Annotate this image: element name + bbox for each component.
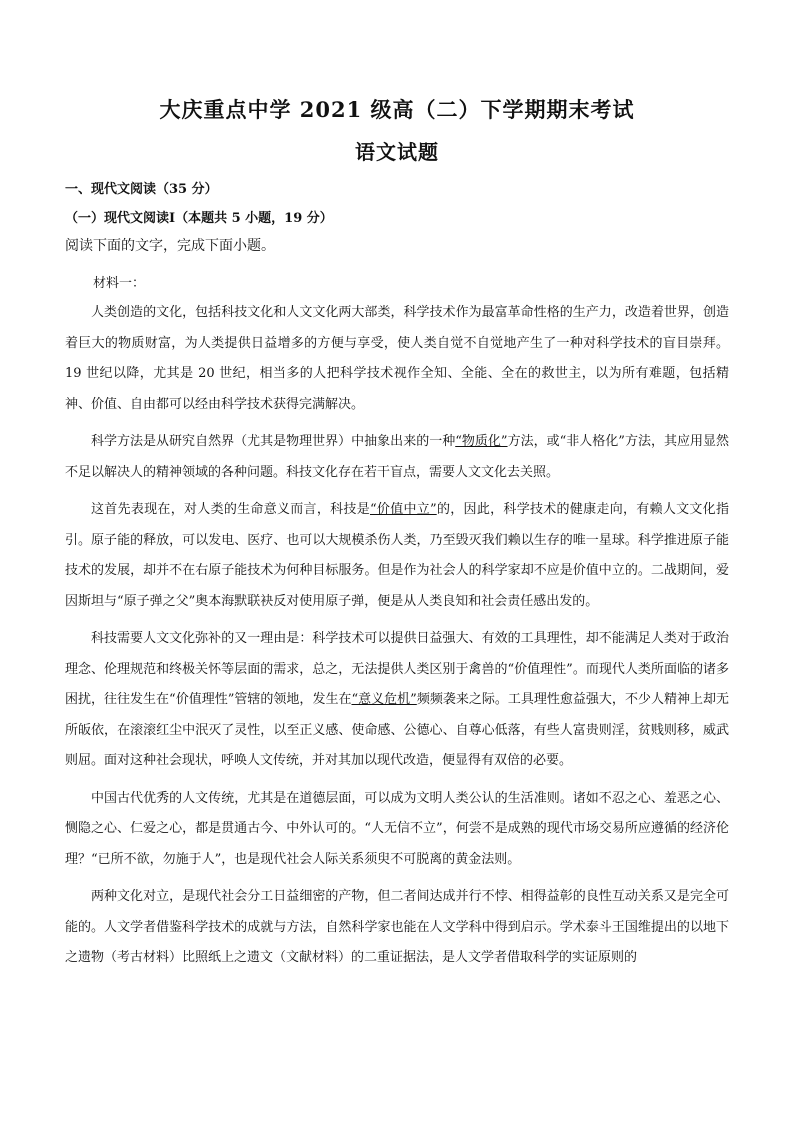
paragraph-2-part-a: 科学方法是从研究自然界（尤其是物理世界）中抽象出来的一种 (91, 434, 456, 449)
paragraph-3 (65, 495, 729, 617)
underlined-term-meaning-crisis: “意义危机” (351, 692, 417, 707)
page-subtitle: 语文试题 (355, 140, 439, 164)
material-label: 材料一： (93, 276, 146, 291)
underlined-term-value-neutral: “价值中立” (369, 502, 437, 517)
paragraph-5: 中国古代优秀的人文传统，尤其是在道德层面，可以成为文明人类公认的生活准则。诸如不忍之心、羞恶之心、恻隐之心、仁爱之心，都是贯通古今、中外认可的。“人无信不立”，何尝不是成熟的现代市场交易所应遵循的经济伦理？“已所不欲，勿施于人”，也是现代社会人际关系须臾不可脱离的黄金法则。 (65, 790, 729, 867)
page-title: 大庆重点中学 2021 级高（二）下学期期末考试 (159, 97, 635, 122)
paragraph-2 (65, 427, 729, 488)
paragraph-2-part-b: 方法，或“非人格化”方法，其应用显然不足以解决人的精神领域的各种问题。科技文化存在若干盲点，需要人文文化去关照。 (65, 434, 729, 480)
instruction-text: 阅读下面的文字，完成下面小题。 (65, 238, 275, 254)
paragraph-1: 人类创造的文化，包括科技文化和人文文化两大部类，科学技术作为最富革命性格的生产力，改造着世界，创造着巨大的物质财富，为人类提供日益增多的方便与享受，使人类自觉不自觉地产生了一种对科学技术的盲目崇拜。19 世纪以降，尤其是 20 世纪，相当多的人把科学技术视作全知、全能、全在的救世主，以为所有难题，包括精神、价值、自由都可以经由科学技术获得完满解决。 (65, 305, 729, 412)
section-heading-1: 一、现代文阅读（35 分） (65, 182, 218, 197)
paragraph-6: 两种文化对立，是现代社会分工日益细密的产物，但二者间达成并行不悖、相得益彰的良性互动关系又是完全可能的。人文学者借鉴科学技术的成就与方法，自然科学家也能在人文学科中得到启示。学术泰斗王国维提出的以地下之遗物（考古材料）比照纸上之遗文（文献材料）的二重证据法，是人文学者借取科学的实证原则的 (65, 889, 729, 965)
paragraph-3-part-b: 的，因此，科学技术的健康走向，有赖人文文化指引。原子能的释放，可以发电、医疗、也可以大规模杀伤人类，乃至毁灭我们赖以生存的唯一星球。科学推进原子能技术的发展，却并不在右原子能技术为何种目标服务。但是作为社会人的科学家却不应是价值中立的。二战期间，爱因斯坦与“原子弹之父”奥本海默联袂反对使用原子弹，便是从人类良知和社会责任感出发的。 (65, 502, 729, 609)
passage-body (65, 298, 729, 981)
paragraph-4-part-b: 频频袭来之际。工具理性愈益强大，不少人精神上却无所皈依，在滚滚红尘中泯灭了灵性，以至正义感、使命感、公德心、自尊心低落，有些人富贵则淫，贫贱则移，威武则屈。面对这种社会现状，呼唤人文传统，并对其加以现代改造，便显得有双倍的必要。 (65, 692, 729, 768)
paragraph-4-part-a: 科技需要人文文化弥补的又一理由是：科学技术可以提供日益强大、有效的工具理性，却不能满足人类对于政治理念、伦理规范和终极关怀等层面的需求，总之，无法提供人类区别于禽兽的“价值理性”。而现代人类所面临的诸多困扰，往往发生在“价值理性”管辖的领地，发生在 (65, 631, 729, 707)
section-heading-2: （一）现代文阅读Ⅰ（本题共 5 小题，19 分） (65, 211, 333, 226)
underlined-term-materialized: “物质化” (455, 434, 508, 449)
paragraph-4 (65, 624, 729, 777)
paragraph-3-part-a: 这首先表现在，对人类的生命意义而言，科技是 (91, 502, 370, 517)
